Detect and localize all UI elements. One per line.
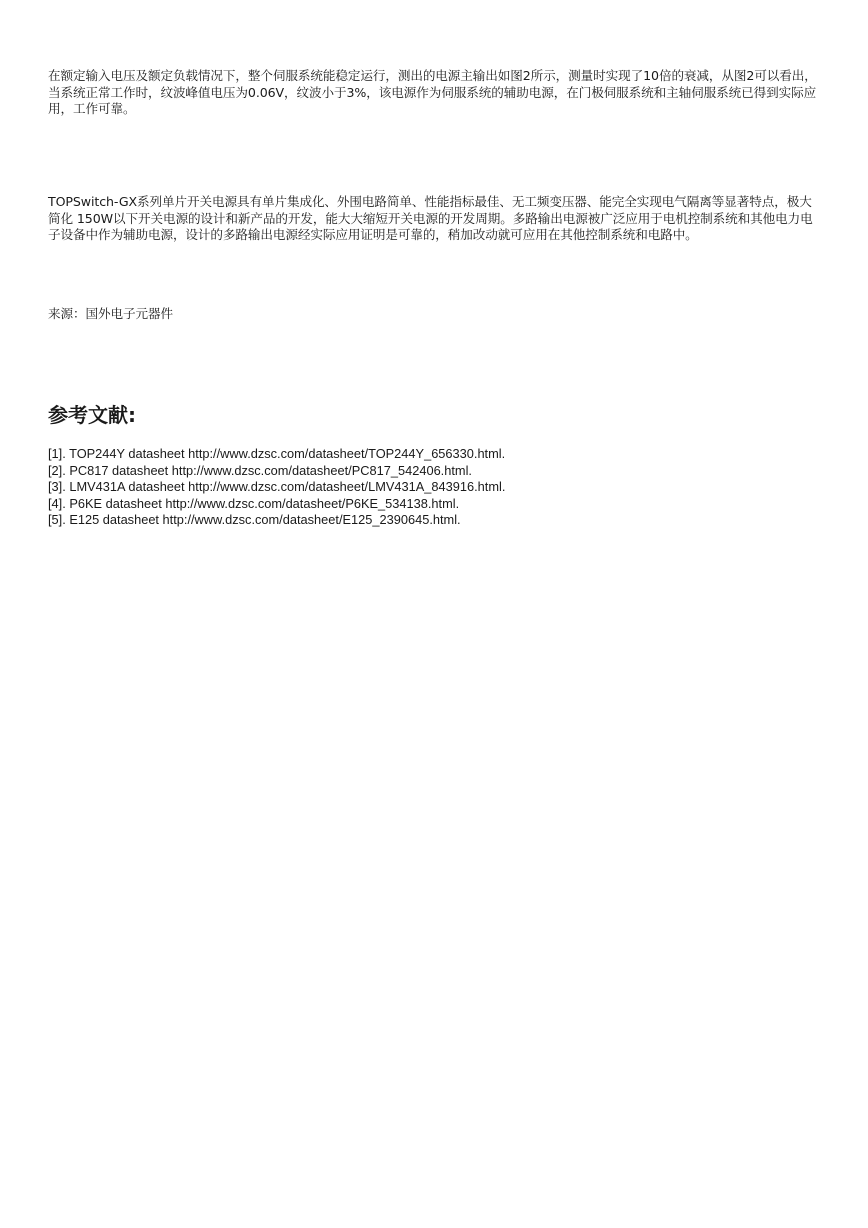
reference-item: [5]. E125 datasheet http://www.dzsc.com/datasheet/E125_2390645.html. [48, 512, 461, 528]
body-paragraph-conclusion: TOPSwitch-GX系列单片开关电源具有单片集成化、外围电路简单、性能指标最佳、无工频变压器、能完全实现电气隔离等显著特点，极大简化 150W以下开关电源的设计和新产品的开发，能大大缩短开关电源的开发周期。多路输出电源被广泛应用于电机控制系统和其他电力电子设备中作为辅助电源，设计的多路输出电源经实际应用证明是可靠的，稍加改动就可应用在其他控制系统和电路中。 [48, 194, 813, 242]
references-heading: 参考文献: [48, 403, 136, 427]
references-list [48, 446, 505, 529]
reference-item: [2]. PC817 datasheet http://www.dzsc.com/datasheet/PC817_542406.html. [48, 462, 472, 478]
reference-item: [3]. LMV431A datasheet http://www.dzsc.com/datasheet/LMV431A_843916.html. [48, 479, 506, 495]
reference-item: [1]. TOP244Y datasheet http://www.dzsc.com/datasheet/TOP244Y_656330.html. [48, 446, 506, 461]
body-paragraph-power-output: 在额定输入电压及额定负载情况下，整个伺服系统能稳定运行，测出的电源主输出如图2所示，测量时实现了10倍的衰减，从图2可以看出，当系统正常工作时，纹波峰值电压为0.06V，纹波小于3%，该电源作为伺服系统的辅助电源，在门极伺服系统和主轴伺服系统已得到实际应用，工作可靠。 [48, 68, 817, 116]
reference-item: [4]. P6KE datasheet http://www.dzsc.com/datasheet/P6KE_534138.html. [48, 495, 460, 511]
source-line: 来源：国外电子元器件 [48, 306, 173, 321]
